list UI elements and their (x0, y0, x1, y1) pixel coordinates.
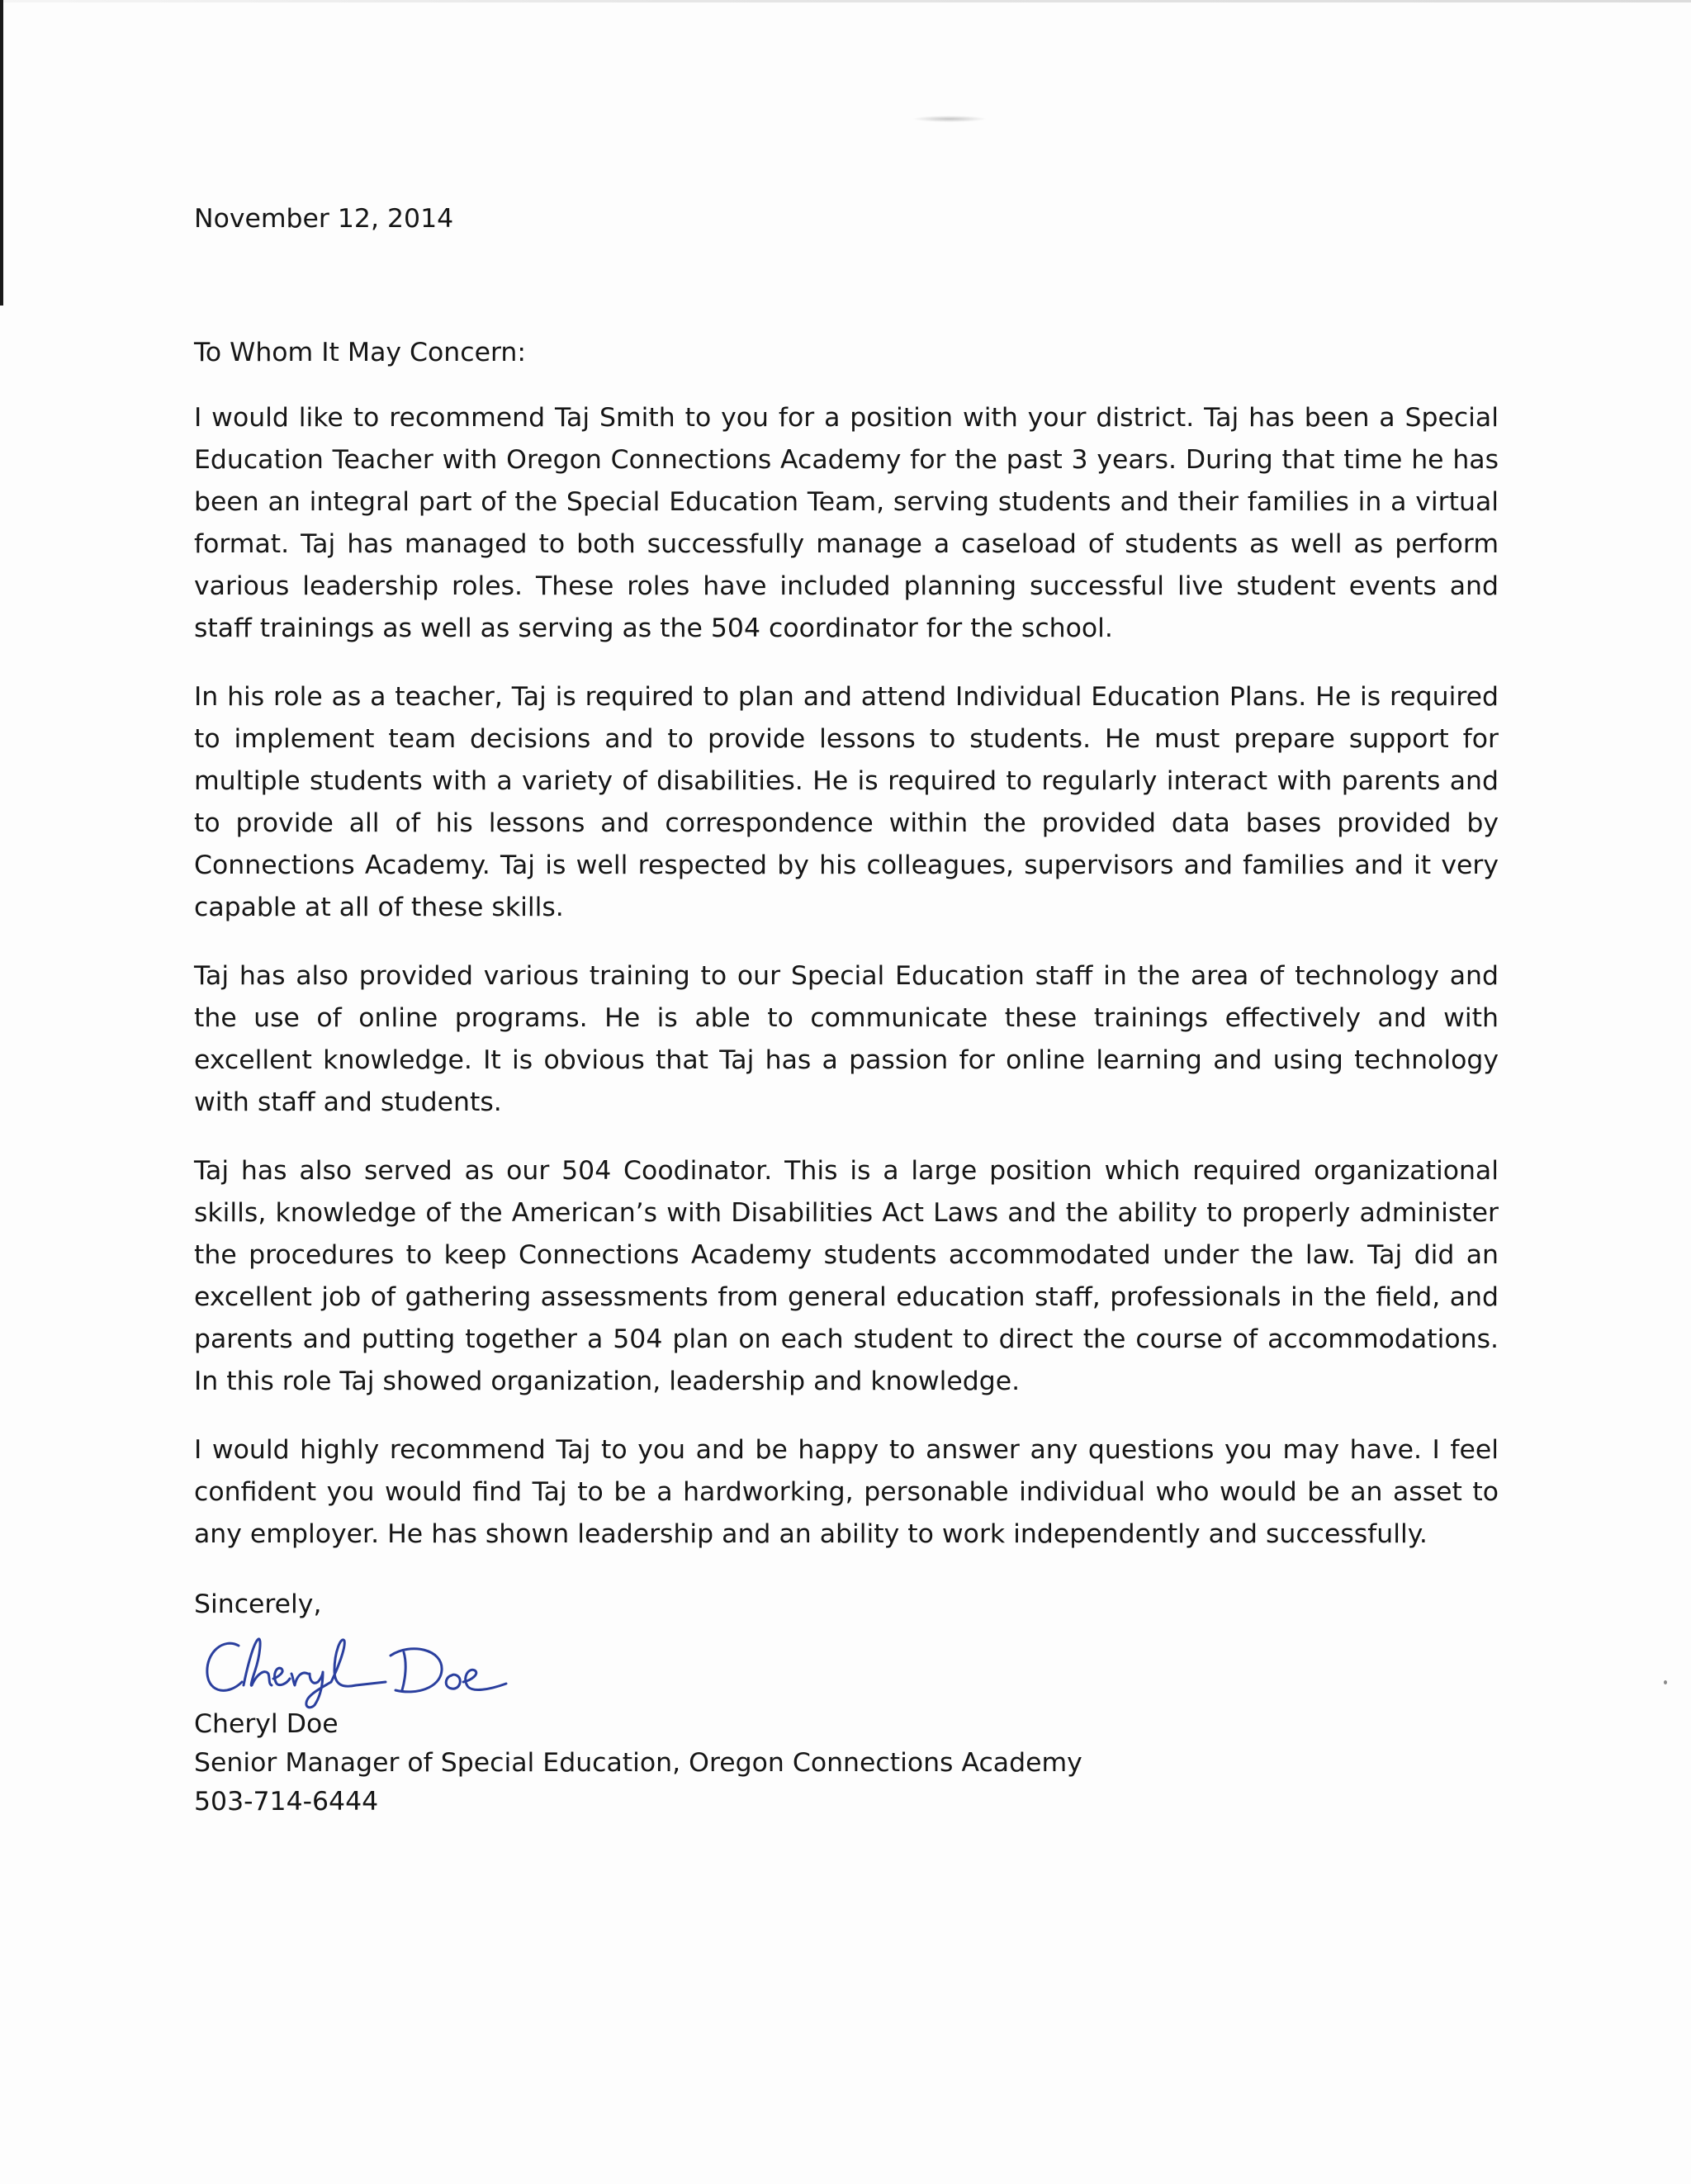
letter-date: November 12, 2014 (194, 204, 454, 234)
signer-phone: 503-714-6444 (194, 1787, 379, 1817)
letter-paragraph-4: Taj has also served as our 504 Coodinator. This is a large position which required organizational skills, knowledge of the American’s with Disabilities Act Laws and the ability to properly administer the procedures to keep Connections Academy students accommodated under the law. Taj did an excellent job of gathering assessments from general education staff, professionals in the field, and parents and putting together a 504 plan on each student to direct the course of accommodations. In this role Taj showed organization, leadership and knowledge. (194, 1156, 1499, 1396)
letter-paragraph-5: I would highly recommend Taj to you and be happy to answer any questions you may have. I feel confident you would find Taj to be a hardworking, personable individual who would be an asset to any employer. He has shown leadership and an ability to work independently and successfully. (194, 1435, 1499, 1549)
handwritten-signature (199, 1627, 546, 1710)
signer-name: Cheryl Doe (194, 1709, 339, 1739)
signer-title: Senior Manager of Special Education, Oregon Connections Academy (194, 1748, 1082, 1778)
letter-paragraph-3: Taj has also provided various training to our Special Education staff in the area of technology and the use of online programs. He is able to communicate these trainings effectively and with excellent knowledge. It is obvious that Taj has a passion for online learning and using technology with staff and students. (194, 961, 1499, 1117)
scan-smudge-mark (912, 116, 987, 122)
scan-top-edge (0, 0, 1691, 2)
letter-paragraph-2: In his role as a teacher, Taj is required to plan and attend Individual Education Plans. He is required to implement team decisions and to provide lessons to students. He must prepare support for multiple students with a variety of disabilities. He is required to regularly interact with parents and to provide all of his lessons and correspondence within the provided data bases provided by Connections Academy. Taj is well respected by his colleagues, supervisors and families and it very capable at all of these skills. (194, 682, 1499, 922)
scan-left-edge (0, 0, 3, 306)
signer-block (194, 1705, 1499, 1822)
letter-body (194, 198, 1499, 1822)
letter-closing: Sincerely, (194, 1589, 322, 1619)
letter-paragraph-1: I would like to recommend Taj Smith to you for a position with your district. Taj has been a Special Education Teacher with Oregon Connections Academy for the past 3 years. During that time he has been an integral part of the Special Education Team, serving students and their families in a virtual format. Taj has managed to both successfully manage a caseload of students as well as perform various leadership roles. These roles have included planning successful live student events and staff trainings as well as serving as the 504 coordinator for the school. (194, 403, 1499, 643)
scan-dust-speck (1664, 1680, 1667, 1684)
letter-salutation: To Whom It May Concern: (194, 338, 526, 367)
